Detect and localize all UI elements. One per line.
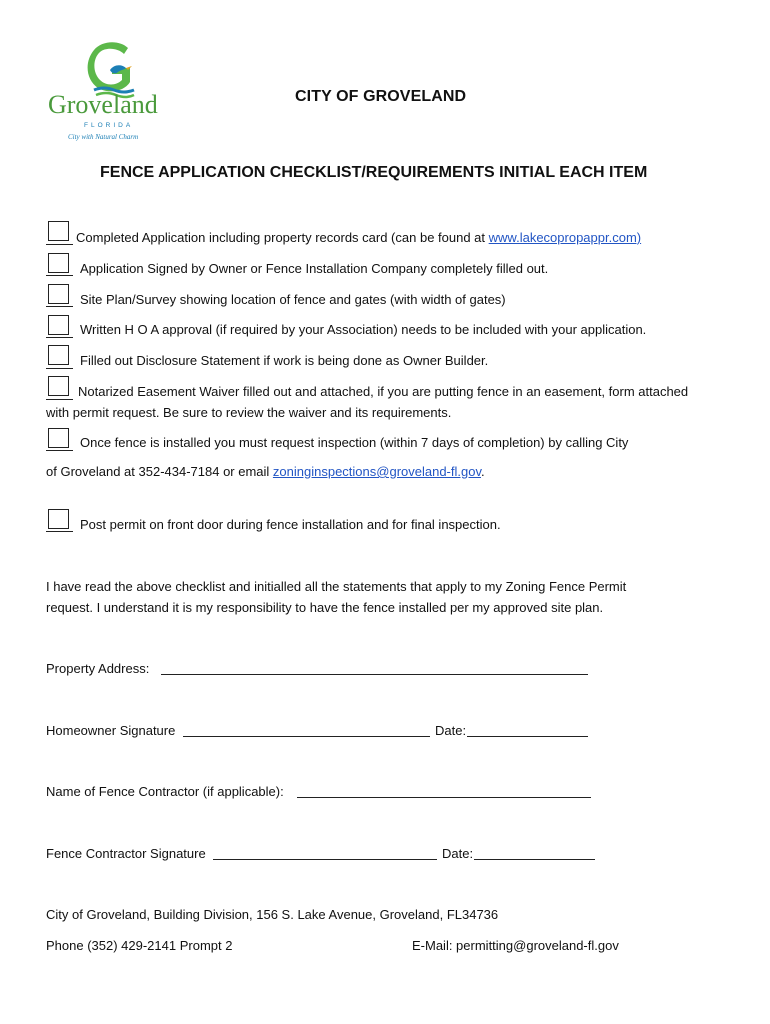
acknowledgement-line-1: I have read the above checklist and initialled all the statements that apply to my Zoning Fence Permit xyxy=(46,579,627,594)
checklist-text: Notarized Easement Waiver filled out and attached, if you are putting fence in an easement, form attached xyxy=(78,384,689,399)
homeowner-signature-label: Homeowner Signature xyxy=(46,723,176,738)
initial-checkbox[interactable] xyxy=(48,221,69,241)
initial-checkbox[interactable] xyxy=(48,315,69,335)
footer-email: E-Mail: permitting@groveland-fl.gov xyxy=(412,938,619,953)
initial-checkbox[interactable] xyxy=(48,284,69,304)
checklist-text: Completed Application including property records card (can be found at www.lakecopropappr.com) xyxy=(76,230,642,245)
city-logo xyxy=(40,36,180,148)
initial-line xyxy=(46,368,73,369)
homeowner-signature-field[interactable] xyxy=(183,736,430,737)
initial-checkbox[interactable] xyxy=(48,428,69,448)
property-address-label: Property Address: xyxy=(46,661,150,676)
initial-line xyxy=(46,275,73,276)
city-title: CITY OF GROVELAND xyxy=(295,88,467,105)
initial-checkbox[interactable] xyxy=(48,509,69,529)
acknowledgement-line-2: request. I understand it is my responsibility to have the fence installed per my approved site plan. xyxy=(46,600,604,615)
footer-address: City of Groveland, Building Division, 156 S. Lake Avenue, Groveland, FL34736 xyxy=(46,907,499,922)
date-label: Date: xyxy=(435,723,467,738)
homeowner-date-field[interactable] xyxy=(467,736,588,737)
initial-line xyxy=(46,337,73,338)
contractor-name-field[interactable] xyxy=(297,797,591,798)
checklist-text: Filled out Disclosure Statement if work is being done as Owner Builder. xyxy=(80,353,489,368)
logo-name: Groveland xyxy=(48,90,158,119)
contractor-name-label: Name of Fence Contractor (if applicable): xyxy=(46,784,284,799)
initial-line xyxy=(46,306,73,307)
checklist-text: Written H O A approval (if required by your Association) needs to be included with your application. xyxy=(80,322,647,337)
initial-line xyxy=(46,244,73,245)
zoning-email-link[interactable]: zoninginspections@groveland-fl.gov xyxy=(272,464,481,479)
contractor-date-field[interactable] xyxy=(474,859,595,860)
date-label: Date: xyxy=(442,846,474,861)
propappr-link[interactable]: www.lakecopropappr.com) xyxy=(488,230,642,245)
contractor-signature-field[interactable] xyxy=(213,859,437,860)
initial-line xyxy=(46,450,73,451)
form-title: FENCE APPLICATION CHECKLIST/REQUIREMENTS INITIAL EACH ITEM xyxy=(100,164,648,181)
checklist-text: Once fence is installed you must request inspection (within 7 days of completion) by calling City xyxy=(80,435,629,450)
initial-line xyxy=(46,399,73,400)
checklist-text-continuation: of Groveland at 352-434-7184 or email zoninginspections@groveland-fl.gov. xyxy=(46,464,485,479)
initial-checkbox[interactable] xyxy=(48,376,69,396)
checklist-text: Application Signed by Owner or Fence Installation Company completely filled out. xyxy=(80,261,549,276)
contractor-signature-label: Fence Contractor Signature xyxy=(46,846,206,861)
checklist-text: Site Plan/Survey showing location of fence and gates (with width of gates) xyxy=(80,292,506,307)
logo-tagline: City with Natural Charm xyxy=(68,133,139,141)
checklist-text: Post permit on front door during fence installation and for final inspection. xyxy=(80,517,501,532)
initial-checkbox[interactable] xyxy=(48,345,69,365)
property-address-field[interactable] xyxy=(161,674,588,675)
initial-line xyxy=(46,531,73,532)
initial-checkbox[interactable] xyxy=(48,253,69,273)
logo-state: FLORIDA xyxy=(84,122,134,129)
checklist-text-continuation: with permit request. Be sure to review the waiver and its requirements. xyxy=(46,405,452,420)
footer-phone: Phone (352) 429-2141 Prompt 2 xyxy=(46,938,233,953)
